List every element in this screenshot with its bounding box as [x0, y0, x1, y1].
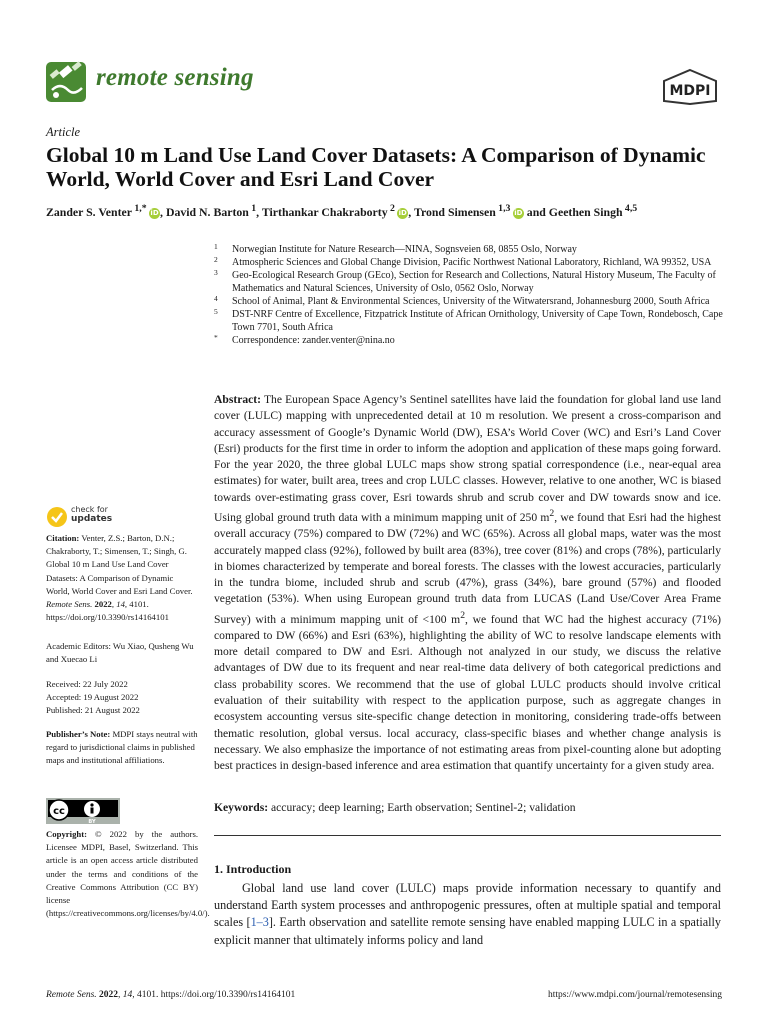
keywords-text: accuracy; deep learning; Earth observation; Sentinel-2; validation	[271, 801, 576, 814]
affiliation-list	[214, 243, 734, 347]
superscript: 2	[460, 609, 466, 621]
citation-block: Citation: Venter, Z.S.; Barton, D.N.; Chakraborty, T.; Simensen, T.; Singh, G. Global 10 m Land Use Land Cover Datasets: A Comparison of Dynamic World, World Cover and Esri Land Cover. Remote Sens. 2022, 14, 4101. https://doi.org/10.3390/rs14164101	[46, 533, 193, 623]
received-date: Received: 22 July 2022	[46, 679, 128, 689]
publication-dates	[46, 678, 198, 718]
author-list: Zander S. Venter $^{1,*}$ iD, David N. Barton $^1$, Tirthankar Chakraborty $^2$ iD, Trond Simensen $^{1,3}$ iD and Geethen Singh $^{4,5}$	[46, 203, 638, 219]
affiliation-item: 1 Norwegian Institute for Nature Research—NINA, Sognsveien 68, 0855 Oslo, Norway	[214, 242, 577, 255]
author-affiliation-sup: 1	[251, 203, 257, 214]
keywords-label: Keywords:	[214, 801, 269, 814]
author-name: Geethen Singh	[548, 204, 623, 219]
citation-doi[interactable]: , 4101. https://doi.org/10.3390/rs14164101	[46, 599, 169, 623]
author-name: David N. Barton	[165, 204, 249, 219]
footer-citation: Remote Sens. 2022, 14, 4101. https://doi.org/10.3390/rs14164101	[46, 990, 296, 1000]
section-divider	[214, 835, 721, 836]
abstract-text: The European Space Agency’s Sentinel satellites have laid the foundation for global land use land cover (LULC) mapping with unprecedented detail at 10 m resolution. We present a cross-comparison and accuracy assessment of Google’s Dynamic World (DW), ESA’s World Cover (WC) and Esri’s Land Cover (Esri) products for the first time in order to inform the adoption and application of these maps going forward. For the year 2020, the three global LULC maps show strong spatial correspondence (i.e., near-equal area estimates) for water, built area, trees and crop LULC classes. However, relative to one another, WC is biased towards over-estimating grass cover, Esri towards shrub and scrub cover and DW towards snow and ice. Using global ground truth data with a minimum mapping unit of 250 m	[214, 393, 721, 524]
mdpi-logo-icon	[660, 68, 720, 106]
affiliation-item: 4 School of Animal, Plant & Environmental Sciences, University of the Witwatersrand, Johannesburg 2000, South Africa	[214, 294, 710, 307]
author-affiliation-sup: 1,3	[498, 203, 511, 214]
author-name: Tirthankar Chakraborty	[261, 204, 388, 219]
svg-text:cc: cc	[53, 806, 65, 817]
published-date: Published: 21 August 2022	[46, 705, 140, 716]
publisher-note: Publisher’s Note: MDPI stays neutral with regard to jurisdictional claims in published maps and institutional affiliations.	[46, 729, 198, 766]
section-heading: 1. Introduction	[214, 862, 292, 876]
author-affiliation-sup: 4,5	[624, 203, 638, 214]
abstract-text: , we found that Esri had the highest overall accuracy (75%) compared to DW (72%) and WC (65%). Across all global maps, water was the most accurately mapped class (92%), followed by built area (83%), tree cover (81%) and crops (78%), particularly in biomes characterized by temperate and boreal forests. The classes with the lowest accuracies, particularly in the tundra biome, included shrub and scrub (47%), grass (34%), bare ground (57%) and flooded vegetation (53%). When using European ground truth data from LUCAS (Land Use/Cover Area Frame Survey) with a minimum mapping unit of <100 m	[214, 510, 721, 626]
cc-by-text: BY	[88, 819, 96, 824]
cc-by-license-icon[interactable]	[46, 798, 120, 824]
footer-journal-url[interactable]: https://www.mdpi.com/journal/remotesensing	[547, 990, 722, 1000]
author-affiliation-sup: 2	[389, 203, 395, 214]
author-name: Trond Simensen	[413, 204, 496, 219]
author-affiliation-sup: 1,*	[134, 203, 147, 214]
satellite-logo-icon	[46, 60, 86, 102]
accepted-date: Accepted: 19 August 2022	[46, 692, 139, 703]
abstract-label: Abstract:	[214, 393, 262, 406]
check-label: check for	[71, 505, 108, 514]
affiliation-item: 2 Atmospheric Sciences and Global Change Division, Pacific Northwest National Laboratory, Richland, WA 99352, USA	[214, 255, 712, 268]
intro-paragraph: Global land use land cover (LULC) maps provide information necessary to quantify and understand Earth system processes and anthropogenic pressures, often at multiple spatial and temporal scales [1–3]. Earth observation and satellite remote sensing have enabled mapping LULC in a spatially explicit manner that ultimately informs policy and land	[214, 881, 721, 947]
check-updates-icon	[46, 506, 68, 528]
reference-link[interactable]: 1–3	[250, 915, 269, 930]
abstract-text: , we found that WC had the highest accuracy (71%) compared to DW (66%) and Esri (63%), highlighting the ability of WC to resolve landscape elements with more detail compared to DW and Esri. Although not analyzed in our study, we discuss the relative advantages of DW due to its frequent and near real-time data delivery of both categorical predictions and class probability scores. We recommend that the use of global LULC products should involve critical evaluation of their suitability with respect to the application purpose, such as aggregate changes in ecosystem accounting versus site-specific change detection in monitoring, considering trade-offs between thematic resolution, global versus. local accuracy, class-specific biases and whether change analysis is necessary. We also emphasize the importance of not estimating areas from pixel-counting alone but adopting best practices in design-based inference and area estimation that quantify uncertainty for a given study area.	[214, 612, 721, 773]
article-type: Article	[46, 125, 81, 139]
author-name: Zander S. Venter	[46, 204, 132, 219]
academic-editors: Academic Editors: Wu Xiao, Qusheng Wu and Xuecao Li	[46, 641, 194, 665]
orcid-icon[interactable]: iD	[514, 208, 523, 217]
abstract	[214, 392, 721, 775]
keywords	[214, 801, 721, 814]
author-conjunction: and	[526, 204, 546, 219]
orcid-icon[interactable]: iD	[398, 208, 407, 217]
footer-doi-link[interactable]: , 4101. https://doi.org/10.3390/rs14164101	[132, 990, 296, 1000]
paper-title: Global 10 m Land Use Land Cover Datasets: A Comparison of Dynamic World, World Cover and Esri Land Cover	[46, 143, 706, 191]
check-for-updates-badge[interactable]	[46, 506, 166, 528]
affiliation-item: 3 Geo-Ecological Research Group (GEco), Section for Research and Collections, Natural History Museum, The Faculty of Mathematics and Natural Sciences, University of Oslo, 0562 Oslo, Norway	[214, 268, 716, 294]
correspondence: * Correspondence: zander.venter@nina.no	[214, 333, 395, 346]
check-label: updates	[71, 514, 113, 524]
superscript: 2	[549, 508, 555, 520]
copyright-notice: Copyright: © 2022 by the authors. Licensee MDPI, Basel, Switzerland. This article is an open access article distributed under the terms and conditions of the Creative Commons Attribution (CC BY) license (https://creativecommons.org/licenses/by/4.0/).	[46, 829, 210, 919]
journal-name: remote sensing	[96, 64, 254, 91]
orcid-icon[interactable]: iD	[150, 208, 159, 217]
affiliation-item: 5 DST-NRF Centre of Excellence, Fitzpatrick Institute of African Ornithology, University of Cape Town, Rondebosch, Cape Town 7701, South Africa	[214, 307, 723, 333]
mdpi-logo-text: MDPI	[669, 83, 711, 99]
